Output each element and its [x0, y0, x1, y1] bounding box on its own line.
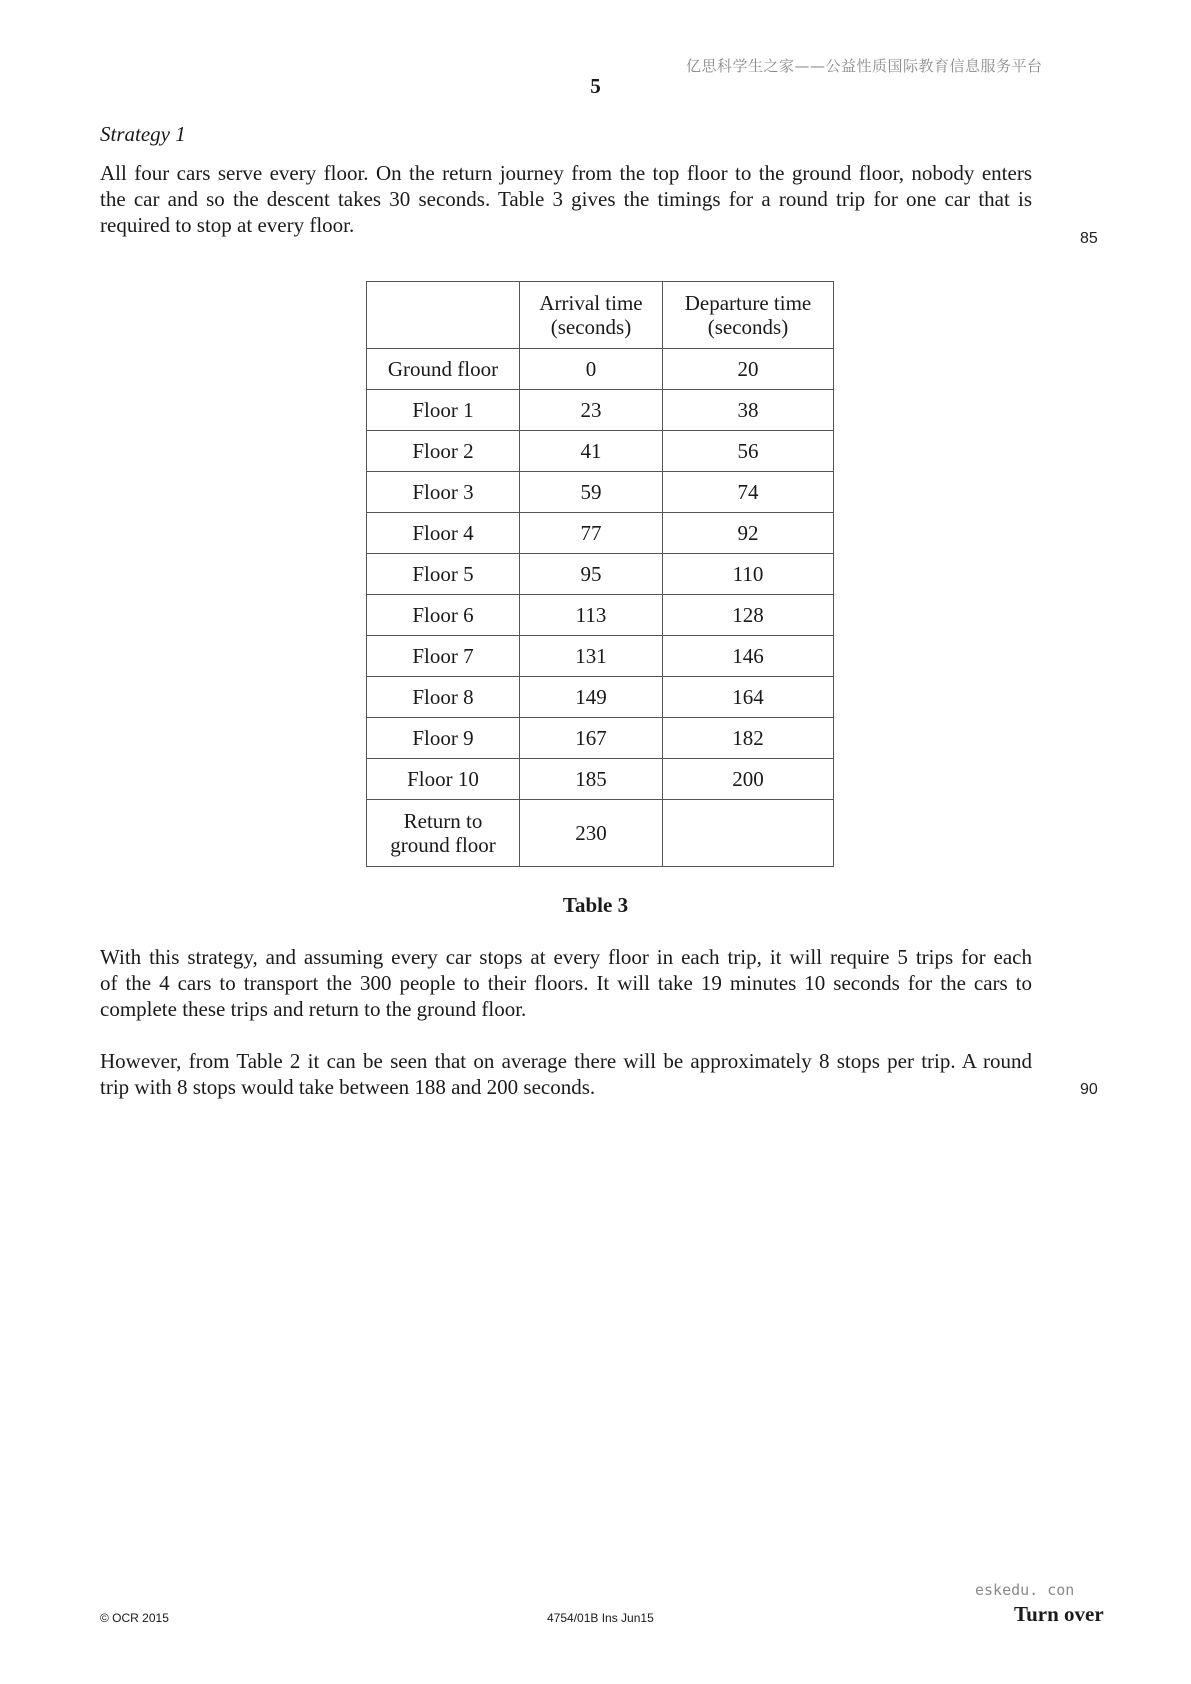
- arrival-header: [520, 282, 663, 349]
- arrival-cell: 41: [520, 431, 663, 472]
- table-row: [367, 513, 834, 554]
- table-row: [367, 554, 834, 595]
- paragraph-line: complete these trips and return to the ground floor.: [100, 997, 527, 1021]
- intro-paragraph: [100, 160, 1032, 238]
- turn-over: Turn over: [1014, 1602, 1104, 1626]
- floor-cell: Floor 4: [367, 513, 520, 554]
- table-row: [367, 390, 834, 431]
- table-row: [367, 677, 834, 718]
- departure-cell: 182: [663, 718, 834, 759]
- average-stops-paragraph: [100, 1048, 1032, 1100]
- arrival-cell: 0: [520, 349, 663, 390]
- departure-cell: 20: [663, 349, 834, 390]
- departure-cell: 128: [663, 595, 834, 636]
- departure-cell: 200: [663, 759, 834, 800]
- footer-watermark: eskedu. con: [975, 1581, 1075, 1599]
- floor-cell: Floor 9: [367, 718, 520, 759]
- departure-header-line2: (seconds): [707, 315, 789, 339]
- paragraph-line: required to stop at every floor.: [100, 213, 355, 237]
- paragraph-line: the car and so the descent takes 30 seconds. Table 3 gives the timings for a round trip for one car that is: [100, 187, 1032, 211]
- header-watermark: 亿思科学生之家——公益性质国际教育信息服务平台: [686, 57, 1043, 75]
- floor-cell: Ground floor: [367, 349, 520, 390]
- departure-cell: 56: [663, 431, 834, 472]
- floor-cell: Floor 1: [367, 390, 520, 431]
- arrival-header-line2: (seconds): [550, 315, 632, 339]
- table-caption: Table 3: [562, 893, 629, 917]
- section-heading: Strategy 1: [100, 122, 186, 146]
- arrival-cell: 149: [520, 677, 663, 718]
- table-row: [367, 431, 834, 472]
- table-header-cell: [367, 282, 520, 349]
- table-row: [367, 718, 834, 759]
- arrival-cell: 77: [520, 513, 663, 554]
- floor-cell: Floor 7: [367, 636, 520, 677]
- arrival-cell: 23: [520, 390, 663, 431]
- departure-cell: 164: [663, 677, 834, 718]
- paragraph-line: trip with 8 stops would take between 188 and 200 seconds.: [100, 1075, 596, 1099]
- table-row: [367, 472, 834, 513]
- arrival-cell: 131: [520, 636, 663, 677]
- table-header-row: [367, 282, 834, 349]
- floor-cell: Return to ground floor: [367, 800, 520, 867]
- departure-cell: [663, 800, 834, 867]
- departure-cell: 146: [663, 636, 834, 677]
- strategy-paragraph: [100, 944, 1032, 1022]
- departure-cell: 74: [663, 472, 834, 513]
- floor-cell: Floor 8: [367, 677, 520, 718]
- departure-cell: 110: [663, 554, 834, 595]
- paragraph-line: of the 4 cars to transport the 300 people to their floors. It will take 19 minutes 10 seconds for the cars to: [100, 971, 1032, 995]
- floor-cell: Floor 2: [367, 431, 520, 472]
- page-number: 5: [590, 74, 601, 98]
- paper-code: 4754/01B Ins Jun15: [547, 1611, 654, 1625]
- arrival-cell: 167: [520, 718, 663, 759]
- table-row: [367, 800, 834, 867]
- copyright: © OCR 2015: [100, 1611, 169, 1625]
- table-body: [367, 349, 834, 867]
- arrival-cell: 113: [520, 595, 663, 636]
- floor-cell: Floor 6: [367, 595, 520, 636]
- line-number: 85: [1080, 230, 1098, 247]
- arrival-cell: 230: [520, 800, 663, 867]
- arrival-header-line1: Arrival time: [539, 291, 643, 315]
- paragraph-line: All four cars serve every floor. On the return journey from the top floor to the ground floor, nobody enters: [100, 161, 1032, 185]
- floor-cell: Floor 3: [367, 472, 520, 513]
- paragraph-line: With this strategy, and assuming every car stops at every floor in each trip, it will require 5 trips for each: [100, 945, 1032, 969]
- floor-cell: Floor 5: [367, 554, 520, 595]
- departure-header-line1: Departure time: [684, 291, 812, 315]
- departure-cell: 38: [663, 390, 834, 431]
- line-number: 90: [1080, 1081, 1098, 1098]
- arrival-cell: 95: [520, 554, 663, 595]
- arrival-cell: 185: [520, 759, 663, 800]
- departure-cell: 92: [663, 513, 834, 554]
- floor-cell: Floor 10: [367, 759, 520, 800]
- table-row: [367, 636, 834, 677]
- arrival-cell: 59: [520, 472, 663, 513]
- departure-header: [663, 282, 834, 349]
- paragraph-line: However, from Table 2 it can be seen that on average there will be approximately 8 stops per trip. A round: [100, 1049, 1032, 1073]
- table-row: [367, 349, 834, 390]
- timings-table: [366, 281, 834, 867]
- table-row: [367, 759, 834, 800]
- table-row: [367, 595, 834, 636]
